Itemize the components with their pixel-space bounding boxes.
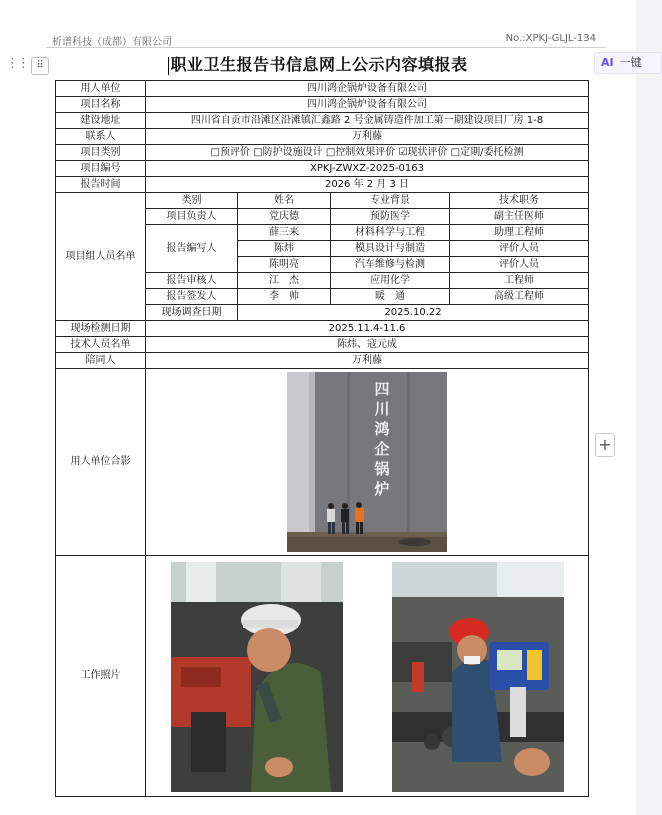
row-category <box>56 145 589 161</box>
row-project-number <box>56 161 589 177</box>
writer-2-title[interactable]: 评价人员 <box>450 241 589 257</box>
leader-name[interactable]: 党庆德 <box>238 209 331 225</box>
address-label: 建设地址 <box>56 113 146 129</box>
row-contact <box>56 129 589 145</box>
test-date-value[interactable]: 2025.11.4-11.6 <box>146 321 589 337</box>
project-name-value[interactable]: 四川鸿企锅炉设备有限公司 <box>146 97 589 113</box>
reviewer-name[interactable]: 江 杰 <box>238 273 331 289</box>
category-option-control-evaluation[interactable]: □控制效果评价 <box>325 146 396 158</box>
category-option-pre-evaluation[interactable]: □预评价 <box>210 146 250 158</box>
sign-char-3: 鸿 <box>374 420 390 438</box>
tech-staff-value[interactable]: 陈炜、寇元成 <box>146 337 589 353</box>
issuer-major[interactable]: 暖 通 <box>331 289 450 305</box>
block-handle-button[interactable]: ⠿ <box>31 57 49 75</box>
leader-major[interactable]: 预防医学 <box>331 209 450 225</box>
sign-char-6: 炉 <box>374 480 390 498</box>
row-group-photo <box>56 369 589 556</box>
sign-char-4: 企 <box>374 440 390 458</box>
sign-char-2: 川 <box>374 400 390 418</box>
test-date-label: 现场检测日期 <box>56 321 146 337</box>
team-header-category: 类别 <box>146 193 238 209</box>
writer-1-title[interactable]: 助理工程师 <box>450 225 589 241</box>
reviewer-role: 报告审核人 <box>146 273 238 289</box>
category-option-status-evaluation[interactable]: ☑现状评价 <box>398 146 448 158</box>
work-photos-label: 工作照片 <box>56 556 146 797</box>
leader-role: 项目负责人 <box>146 209 238 225</box>
leader-title[interactable]: 副主任医师 <box>450 209 589 225</box>
ai-button-label: 一键 <box>619 56 642 69</box>
work-photos-row <box>146 560 588 792</box>
row-escort <box>56 353 589 369</box>
row-tech-staff <box>56 337 589 353</box>
contact-value[interactable]: 万利藤 <box>146 129 589 145</box>
writer-2-name[interactable]: 陈炜 <box>238 241 331 257</box>
reviewer-title[interactable]: 工程师 <box>450 273 589 289</box>
group-photo-cell <box>146 369 589 556</box>
report-time-value[interactable]: 2026 年 2 月 3 日 <box>146 177 589 193</box>
project-number-value[interactable]: XPKJ-ZWXZ-2025-0163 <box>146 161 589 177</box>
issuer-role: 报告签发人 <box>146 289 238 305</box>
reviewer-major[interactable]: 应用化学 <box>331 273 450 289</box>
header-divider <box>46 47 606 48</box>
team-header-title: 技术职务 <box>450 193 589 209</box>
sign-char-5: 锅 <box>374 460 390 478</box>
team-header-row <box>56 193 589 209</box>
group-photo-image[interactable] <box>287 372 447 552</box>
survey-date-value[interactable]: 2025.10.22 <box>238 305 589 321</box>
page-title-text: 职业卫生报告书信息网上公示内容填报表 <box>170 55 468 74</box>
row-project-name <box>56 97 589 113</box>
escort-label: 陪同人 <box>56 353 146 369</box>
page-title <box>0 52 636 75</box>
group-photo-label: 用人单位合影 <box>56 369 146 556</box>
address-value[interactable]: 四川省自贡市沿滩区沿滩镇汇鑫路 2 号金属铸造件加工第一期建设项目厂房 1-8 <box>146 113 589 129</box>
row-test-date <box>56 321 589 337</box>
writer-2-major[interactable]: 模具设计与制造 <box>331 241 450 257</box>
writer-1-name[interactable]: 薛三来 <box>238 225 331 241</box>
issuer-title[interactable]: 高级工程师 <box>450 289 589 305</box>
report-time-label: 报告时间 <box>56 177 146 193</box>
work-photo-1[interactable] <box>171 562 343 792</box>
row-address <box>56 113 589 129</box>
writer-role: 报告编写人 <box>146 225 238 273</box>
header-doc-number: No.:XPKJ-GLJL-134 <box>505 33 596 44</box>
disclosure-form-table <box>55 80 589 797</box>
header-company: 析谱科技（成都）有限公司 <box>52 37 172 48</box>
team-header-name: 姓名 <box>238 193 331 209</box>
row-employer <box>56 81 589 97</box>
category-label: 项目类别 <box>56 145 146 161</box>
contact-label: 联系人 <box>56 129 146 145</box>
category-option-periodic-testing[interactable]: □定期/委托检测 <box>450 146 524 158</box>
team-label: 项目组人员名单 <box>56 193 146 321</box>
writer-3-major[interactable]: 汽车维修与检测 <box>331 257 450 273</box>
drag-grip-icon[interactable]: ⋮⋮ <box>6 56 28 71</box>
employer-value[interactable]: 四川鸿企锅炉设备有限公司 <box>146 81 589 97</box>
employer-label: 用人单位 <box>56 81 146 97</box>
ai-icon: AI <box>601 56 614 69</box>
work-photo-2[interactable] <box>392 562 564 792</box>
category-options <box>146 145 589 161</box>
writer-3-title[interactable]: 评价人员 <box>450 257 589 273</box>
row-report-time <box>56 177 589 193</box>
issuer-name[interactable]: 李 帅 <box>238 289 331 305</box>
tech-staff-label: 技术人员名单 <box>56 337 146 353</box>
sign-char-1: 四 <box>374 380 390 398</box>
category-option-protection-design[interactable]: □防护设施设计 <box>253 146 323 158</box>
add-block-button[interactable]: + <box>595 433 615 457</box>
writer-1-major[interactable]: 材料科学与工程 <box>331 225 450 241</box>
team-header-major: 专业背景 <box>331 193 450 209</box>
project-name-label: 项目名称 <box>56 97 146 113</box>
work-photos-cell <box>146 556 589 797</box>
writer-3-name[interactable]: 陈明亮 <box>238 257 331 273</box>
row-work-photos <box>56 556 589 797</box>
escort-value[interactable]: 万利藤 <box>146 353 589 369</box>
project-number-label: 项目编号 <box>56 161 146 177</box>
survey-date-label: 现场调查日期 <box>146 305 238 321</box>
